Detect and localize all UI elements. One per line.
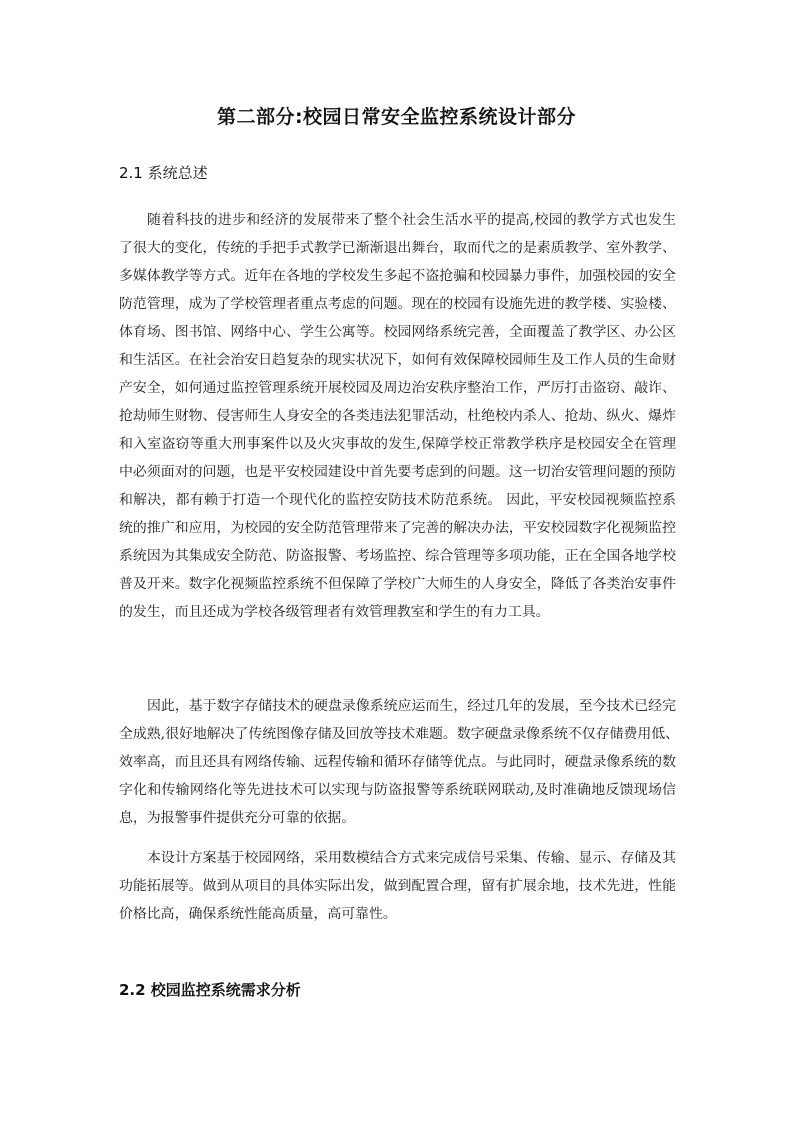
text-line: 多媒体教学等方式。近年在各地的学校发生多起不盗抢骗和校园暴力事件，加强校园的安全 <box>119 268 676 284</box>
text-line: 的发生，而且还成为学校各级管理者有效管理教室和学生的有力工具。 <box>119 604 550 620</box>
text-line: 本设计方案基于校园网络，采用数模结合方式来完成信号采集、传输、显示、存储及其 <box>147 850 676 866</box>
text-line: 字化和传输网络化等先进技术可以实现与防盗报警等系统联网联动,及时准确地反馈现场信 <box>119 782 676 798</box>
text-line: 价格比高，确保系统性能高质量，高可靠性。 <box>119 906 397 922</box>
text-line: 和解决，都有赖于打造一个现代化的监控安防技术防范系统。 因此，平安校园视频监控系 <box>119 492 676 508</box>
text-line: 抢劫师生财物、侵害师生人身安全的各类违法犯罪活动，杜绝校内杀人、抢劫、纵火、爆炸 <box>119 408 676 424</box>
page-title: 第二部分:校园日常安全监控系统设计部分 <box>216 106 577 128</box>
text-line: 因此，基于数字存储技术的硬盘录像系统应运而生，经过几年的发展，至今技术已经完 <box>147 698 676 714</box>
paragraph-design-scheme <box>119 844 676 928</box>
text-line: 和入室盗窃等重大刑事案件以及火灾事故的发生,保障学校正常教学秩序是校园安全在管理 <box>119 436 676 452</box>
text-line: 和生活区。在社会治安日趋复杂的现实状况下，如何有效保障校园师生及工作人员的生命财 <box>119 352 676 368</box>
text-line: 了很大的变化，传统的手把手式教学已渐渐退出舞台，取而代之的是素质教学、室外教学、 <box>119 240 676 256</box>
text-line: 中必须面对的问题，也是平安校园建设中首先要考虑到的问题。这一切治安管理问题的预防 <box>119 464 676 480</box>
text-line: 防范管理，成为了学校管理者重点考虑的问题。现在的校园有设施先进的教学楼、实验楼、 <box>119 296 676 312</box>
text-line: 统的推广和应用，为校园的安全防范管理带来了完善的解决办法，平安校园数字化视频监控 <box>119 520 676 536</box>
section-heading-2-2: 2.2 校园监控系统需求分析 <box>119 981 301 999</box>
paragraph-intro <box>119 206 676 626</box>
text-line: 体育场、图书馆、网络中心、学生公寓等。校园网络系统完善，全面覆盖了教学区、办公区 <box>119 324 676 340</box>
text-line: 效率高，而且还具有网络传输、远程传输和循环存储等优点。与此同时，硬盘录像系统的数 <box>119 754 676 770</box>
text-line: 产安全，如何通过监控管理系统开展校园及周边治安秩序整治工作，严厉打击盗窃、敲诈、 <box>119 380 676 396</box>
text-line: 息，为报警事件提供充分可靠的依据。 <box>119 810 356 826</box>
text-line: 全成熟,很好地解决了传统图像存储及回放等技术难题。数字硬盘录像系统不仅存储费用低、 <box>119 726 680 742</box>
text-line: 功能拓展等。做到从项目的具体实际出发，做到配置合理，留有扩展余地，技术先进，性能 <box>119 878 676 894</box>
text-line: 普及开来。数字化视频监控系统不但保障了学校广大师生的人身安全，降低了各类治安事件 <box>119 576 676 592</box>
paragraph-dvr <box>119 692 680 832</box>
text-line: 系统因为其集成安全防范、防盗报警、考场监控、综合管理等多项功能，正在全国各地学校 <box>119 548 676 564</box>
section-heading-2-1: 2.1 系统总述 <box>119 164 208 182</box>
text-line: 随着科技的进步和经济的发展带来了整个社会生活水平的提高,校园的教学方式也发生 <box>147 212 676 228</box>
